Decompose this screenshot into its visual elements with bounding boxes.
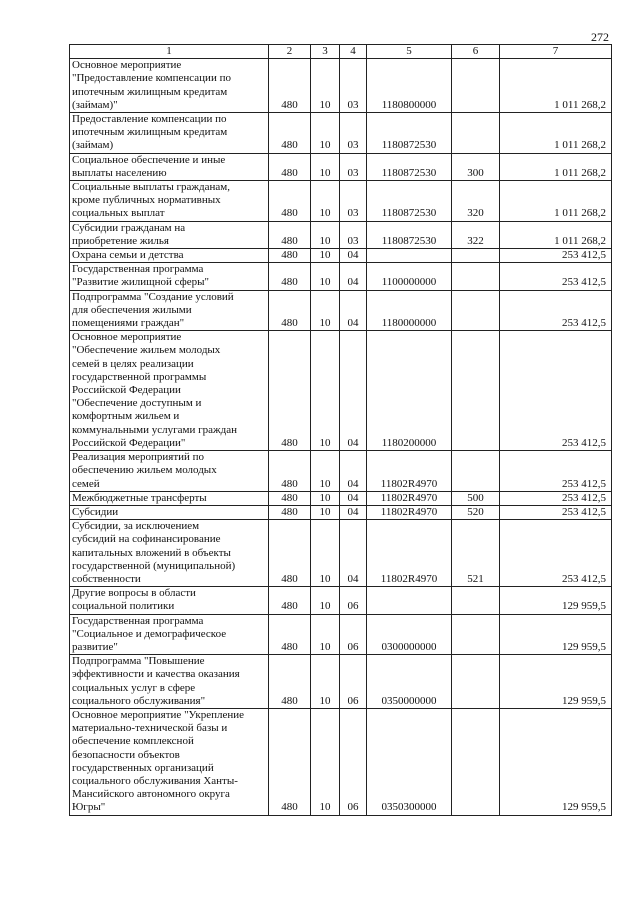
- row-name-cell: Субсидии, за исключением субсидий на софинансирование капитальных вложений в объекты государственной (муниципальной) собственности: [70, 520, 269, 587]
- row-name-cell: Основное мероприятие "Обеспечение жильем молодых семей в целях реализации государственной программы Российской Федерации "Обеспечение доступным и комфортным жильем и коммунальными услугами граждан Российской Федерации": [70, 331, 269, 451]
- row-code-cell: 480: [269, 587, 311, 614]
- column-header: 3: [311, 45, 340, 59]
- row-subsection-cell: 04: [340, 505, 367, 519]
- row-code-cell: 480: [269, 331, 311, 451]
- row-target-cell: 1180000000: [367, 290, 452, 331]
- row-section-cell: 10: [311, 520, 340, 587]
- table-row: [70, 263, 612, 290]
- row-subsection-cell: 04: [340, 249, 367, 263]
- row-subsection-cell: 04: [340, 491, 367, 505]
- page-number: 272: [591, 30, 609, 44]
- row-code-cell: 480: [269, 708, 311, 815]
- row-amount-cell: 253 412,5: [500, 520, 612, 587]
- row-name-cell: Межбюджетные трансферты: [70, 491, 269, 505]
- row-code-cell: 480: [269, 221, 311, 248]
- row-type-cell: 320: [452, 181, 500, 222]
- row-code-cell: 480: [269, 451, 311, 492]
- row-target-cell: 1180872530: [367, 181, 452, 222]
- row-section-cell: 10: [311, 221, 340, 248]
- row-name-cell: Социальное обеспечение и иные выплаты населению: [70, 153, 269, 180]
- row-type-cell: [452, 587, 500, 614]
- header-row: [70, 45, 612, 59]
- row-code-cell: 480: [269, 520, 311, 587]
- table-row: [70, 505, 612, 519]
- row-section-cell: 10: [311, 153, 340, 180]
- row-amount-cell: 253 412,5: [500, 249, 612, 263]
- row-amount-cell: 253 412,5: [500, 263, 612, 290]
- row-target-cell: 1180800000: [367, 59, 452, 113]
- column-header: 5: [367, 45, 452, 59]
- row-code-cell: 480: [269, 655, 311, 709]
- row-subsection-cell: 04: [340, 331, 367, 451]
- column-header: 7: [500, 45, 612, 59]
- row-code-cell: 480: [269, 290, 311, 331]
- row-target-cell: [367, 587, 452, 614]
- row-name-cell: Охрана семьи и детства: [70, 249, 269, 263]
- row-code-cell: 480: [269, 59, 311, 113]
- row-amount-cell: 253 412,5: [500, 451, 612, 492]
- row-name-cell: Предоставление компенсации по ипотечным жилищным кредитам (займам): [70, 113, 269, 154]
- row-target-cell: 1180872530: [367, 113, 452, 154]
- row-name-cell: Другие вопросы в области социальной политики: [70, 587, 269, 614]
- row-section-cell: 10: [311, 505, 340, 519]
- row-type-cell: [452, 708, 500, 815]
- row-type-cell: [452, 59, 500, 113]
- row-target-cell: [367, 249, 452, 263]
- table-row: [70, 221, 612, 248]
- row-section-cell: 10: [311, 655, 340, 709]
- row-name-cell: Основное мероприятие "Укрепление материально-технической базы и обеспечение комплексной безопасности объектов государственных организаций социального обслуживания Ханты- Мансийского автономного округа Югры": [70, 708, 269, 815]
- row-name-cell: Государственная программа "Социальное и демографическое развитие": [70, 614, 269, 655]
- table-row: [70, 153, 612, 180]
- row-name-cell: Подпрограмма "Повышение эффективности и качества оказания социальных услуг в сфере социального обслуживания": [70, 655, 269, 709]
- row-subsection-cell: 06: [340, 587, 367, 614]
- row-name-cell: Основное мероприятие "Предоставление компенсации по ипотечным жилищным кредитам (займам)": [70, 59, 269, 113]
- row-amount-cell: 253 412,5: [500, 505, 612, 519]
- table-row: [70, 290, 612, 331]
- row-amount-cell: 253 412,5: [500, 491, 612, 505]
- row-subsection-cell: 03: [340, 113, 367, 154]
- row-subsection-cell: 04: [340, 451, 367, 492]
- row-target-cell: 11802R4970: [367, 505, 452, 519]
- row-code-cell: 480: [269, 614, 311, 655]
- row-name-cell: Субсидии гражданам на приобретение жилья: [70, 221, 269, 248]
- row-amount-cell: 129 959,5: [500, 655, 612, 709]
- row-target-cell: 1180872530: [367, 153, 452, 180]
- row-target-cell: 11802R4970: [367, 491, 452, 505]
- row-code-cell: 480: [269, 153, 311, 180]
- table-row: [70, 331, 612, 451]
- row-subsection-cell: 03: [340, 153, 367, 180]
- row-amount-cell: 253 412,5: [500, 331, 612, 451]
- row-subsection-cell: 06: [340, 708, 367, 815]
- row-code-cell: 480: [269, 491, 311, 505]
- row-target-cell: 0350300000: [367, 708, 452, 815]
- row-type-cell: [452, 655, 500, 709]
- row-subsection-cell: 06: [340, 655, 367, 709]
- row-section-cell: 10: [311, 249, 340, 263]
- table-row: [70, 249, 612, 263]
- table-row: [70, 113, 612, 154]
- table-row: [70, 181, 612, 222]
- row-section-cell: 10: [311, 263, 340, 290]
- column-header: 2: [269, 45, 311, 59]
- row-target-cell: 1100000000: [367, 263, 452, 290]
- row-name-cell: Подпрограмма "Создание условий для обеспечения жилыми помещениями граждан": [70, 290, 269, 331]
- row-code-cell: 480: [269, 181, 311, 222]
- row-target-cell: 0300000000: [367, 614, 452, 655]
- row-type-cell: [452, 451, 500, 492]
- row-amount-cell: 129 959,5: [500, 708, 612, 815]
- row-target-cell: 11802R4970: [367, 520, 452, 587]
- row-section-cell: 10: [311, 491, 340, 505]
- row-section-cell: 10: [311, 708, 340, 815]
- table-body: [70, 59, 612, 815]
- row-code-cell: 480: [269, 113, 311, 154]
- row-code-cell: 480: [269, 263, 311, 290]
- row-section-cell: 10: [311, 181, 340, 222]
- row-subsection-cell: 03: [340, 59, 367, 113]
- table-row: [70, 708, 612, 815]
- row-type-cell: 520: [452, 505, 500, 519]
- table-row: [70, 491, 612, 505]
- row-name-cell: Государственная программа "Развитие жилищной сферы": [70, 263, 269, 290]
- budget-table: [69, 44, 612, 816]
- table-row: [70, 451, 612, 492]
- row-type-cell: [452, 614, 500, 655]
- row-name-cell: Социальные выплаты гражданам, кроме публичных нормативных социальных выплат: [70, 181, 269, 222]
- row-subsection-cell: 06: [340, 614, 367, 655]
- row-amount-cell: 253 412,5: [500, 290, 612, 331]
- row-section-cell: 10: [311, 451, 340, 492]
- row-section-cell: 10: [311, 59, 340, 113]
- row-type-cell: 500: [452, 491, 500, 505]
- row-type-cell: [452, 263, 500, 290]
- row-target-cell: 11802R4970: [367, 451, 452, 492]
- row-code-cell: 480: [269, 505, 311, 519]
- table-row: [70, 655, 612, 709]
- row-section-cell: 10: [311, 614, 340, 655]
- row-subsection-cell: 03: [340, 221, 367, 248]
- row-amount-cell: 129 959,5: [500, 587, 612, 614]
- row-section-cell: 10: [311, 331, 340, 451]
- row-type-cell: [452, 331, 500, 451]
- row-subsection-cell: 04: [340, 520, 367, 587]
- row-target-cell: 0350000000: [367, 655, 452, 709]
- column-header: 1: [70, 45, 269, 59]
- table-row: [70, 587, 612, 614]
- row-section-cell: 10: [311, 587, 340, 614]
- row-type-cell: 322: [452, 221, 500, 248]
- row-name-cell: Реализация мероприятий по обеспечению жильем молодых семей: [70, 451, 269, 492]
- row-type-cell: [452, 290, 500, 331]
- row-type-cell: 521: [452, 520, 500, 587]
- row-amount-cell: 1 011 268,2: [500, 59, 612, 113]
- row-subsection-cell: 04: [340, 290, 367, 331]
- row-type-cell: [452, 249, 500, 263]
- column-header: 4: [340, 45, 367, 59]
- row-code-cell: 480: [269, 249, 311, 263]
- row-amount-cell: 1 011 268,2: [500, 113, 612, 154]
- row-amount-cell: 129 959,5: [500, 614, 612, 655]
- row-target-cell: 1180200000: [367, 331, 452, 451]
- row-section-cell: 10: [311, 290, 340, 331]
- table-row: [70, 614, 612, 655]
- table-row: [70, 520, 612, 587]
- row-section-cell: 10: [311, 113, 340, 154]
- row-name-cell: Субсидии: [70, 505, 269, 519]
- row-subsection-cell: 03: [340, 181, 367, 222]
- table-row: [70, 59, 612, 113]
- row-subsection-cell: 04: [340, 263, 367, 290]
- row-type-cell: [452, 113, 500, 154]
- row-amount-cell: 1 011 268,2: [500, 181, 612, 222]
- column-header: 6: [452, 45, 500, 59]
- row-target-cell: 1180872530: [367, 221, 452, 248]
- row-type-cell: 300: [452, 153, 500, 180]
- row-amount-cell: 1 011 268,2: [500, 153, 612, 180]
- row-amount-cell: 1 011 268,2: [500, 221, 612, 248]
